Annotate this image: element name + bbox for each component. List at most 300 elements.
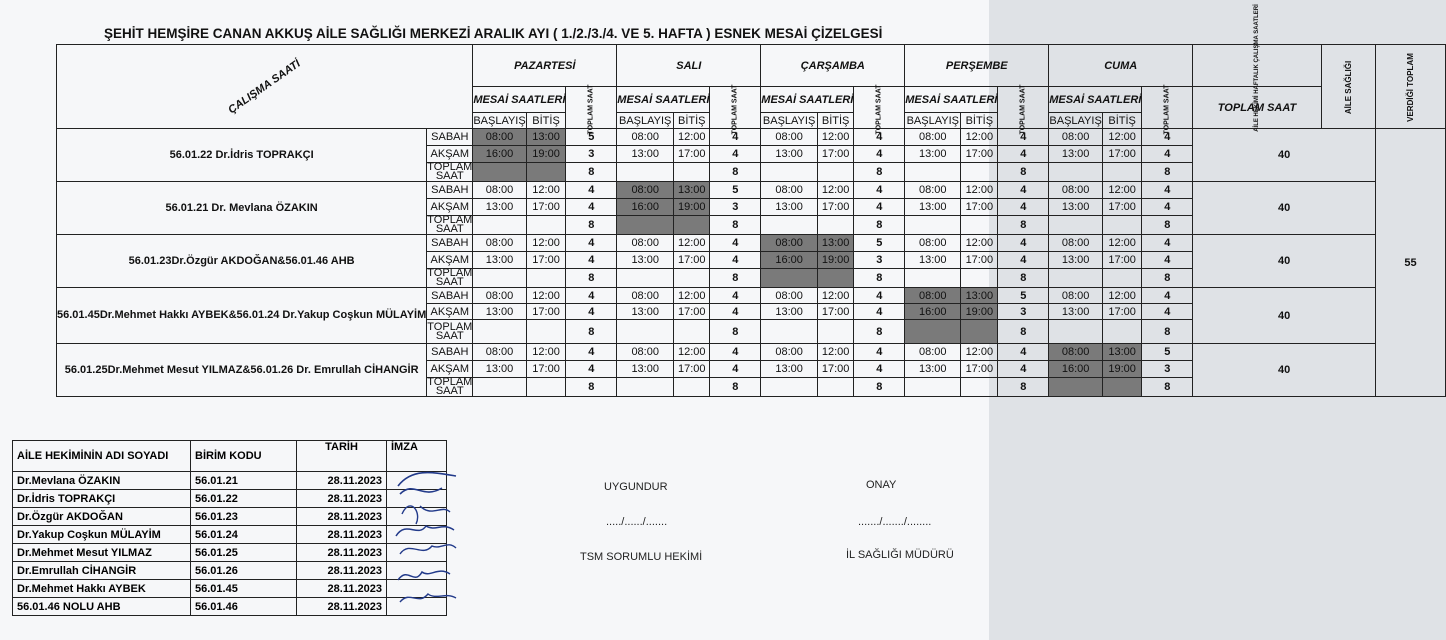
hours-value: 4: [566, 235, 617, 252]
sig-unit-code: 56.01.21: [191, 472, 297, 490]
end-time: 17:00: [961, 361, 998, 378]
start-time: 08:00: [905, 344, 961, 361]
empty-cell: [961, 378, 998, 397]
date-left: ...../....../.......: [606, 516, 668, 528]
start-time: 13:00: [473, 304, 526, 320]
table-row: [57, 288, 1446, 304]
end-time: 19:00: [961, 304, 998, 320]
daily-total: 8: [566, 163, 617, 182]
daily-total: 8: [998, 320, 1049, 344]
baslayis-header: BAŞLAYIŞ: [906, 114, 959, 127]
table-row: [13, 526, 447, 544]
end-time: 17:00: [526, 252, 566, 269]
empty-cell: [1049, 269, 1103, 288]
row-label-sabah: SABAH: [427, 129, 473, 146]
end-time: 12:00: [526, 182, 566, 199]
start-time: 13:00: [473, 361, 526, 378]
end-time: 13:00: [961, 288, 998, 304]
end-time: 19:00: [817, 252, 853, 269]
toplam-saat-label: TOPLAM SAAT: [875, 84, 883, 134]
signature-scribbles: [392, 466, 462, 616]
start-time: 08:00: [617, 235, 674, 252]
row-label-toplam: TOPLAM SAAT: [427, 214, 473, 235]
hours-value: 4: [710, 146, 761, 163]
row-label-sabah: SABAH: [427, 182, 473, 199]
start-time: 08:00: [473, 235, 526, 252]
weekly-total-value: 40: [1193, 288, 1376, 344]
hours-value: 4: [998, 129, 1049, 146]
end-time: 17:00: [526, 304, 566, 320]
sig-doctor-name: Dr.Mehmet Mesut YILMAZ: [13, 544, 191, 562]
hours-value: 5: [566, 129, 617, 146]
end-time: 19:00: [674, 199, 710, 216]
empty-cell: [1102, 320, 1141, 344]
end-time: 12:00: [817, 344, 853, 361]
il-saglik-signatory: İL SAĞLIĞI MÜDÜRÜ: [846, 549, 954, 561]
table-row: [57, 344, 1446, 361]
start-time: 08:00: [761, 235, 818, 252]
weekly-total-value: 40: [1193, 129, 1376, 182]
sig-unit-code: 56.01.45: [191, 580, 297, 598]
hours-value: 4: [710, 252, 761, 269]
sig-unit-code: 56.01.46: [191, 598, 297, 616]
verdigi-label: VERDİĞİ TOPLAM: [1406, 52, 1415, 122]
sig-doctor-name: Dr.Emrullah CİHANGİR: [13, 562, 191, 580]
end-time: 17:00: [526, 361, 566, 378]
start-time: 16:00: [1049, 361, 1103, 378]
weekly-total-header: TOPLAM SAAT: [1193, 87, 1322, 129]
daily-total: 8: [710, 163, 761, 182]
uygundur-label: UYGUNDUR: [604, 481, 668, 493]
start-time: 13:00: [1049, 252, 1103, 269]
sig-date: 28.11.2023: [297, 526, 387, 544]
empty-cell: [1049, 378, 1103, 397]
hours-value: 4: [1142, 146, 1193, 163]
sig-date: 28.11.2023: [297, 598, 387, 616]
empty-cell: [817, 320, 853, 344]
end-time: 17:00: [1102, 252, 1141, 269]
start-time: 16:00: [761, 252, 818, 269]
end-time: 17:00: [1102, 304, 1141, 320]
hours-value: 4: [710, 361, 761, 378]
daily-total: 8: [566, 320, 617, 344]
hours-value: 3: [998, 304, 1049, 320]
start-time: 08:00: [1049, 182, 1103, 199]
end-time: 12:00: [526, 288, 566, 304]
bitis-header: BİTİŞ: [817, 113, 853, 129]
day-header: SALI: [617, 45, 761, 87]
empty-cell: [761, 320, 818, 344]
tsm-signatory: TSM SORUMLU HEKİMİ: [580, 551, 703, 563]
sig-date: 28.11.2023: [297, 580, 387, 598]
start-time: 13:00: [905, 146, 961, 163]
empty-cell: [761, 269, 818, 288]
daily-total: 8: [1142, 163, 1193, 182]
start-time: 08:00: [617, 182, 674, 199]
row-label-aksam: AKŞAM: [427, 146, 473, 163]
daily-total: 8: [1142, 216, 1193, 235]
empty-cell: [674, 378, 710, 397]
end-time: 17:00: [1102, 146, 1141, 163]
empty-cell: [1102, 163, 1141, 182]
end-time: 13:00: [674, 182, 710, 199]
table-row: [13, 580, 447, 598]
baslayis-header: BAŞLAYIŞ: [617, 113, 674, 129]
sig-doctor-name: Dr.Yakup Coşkun MÜLAYİM: [13, 526, 191, 544]
start-time: 13:00: [617, 304, 674, 320]
empty-cell: [674, 216, 710, 235]
grand-total-value: 55: [1376, 129, 1446, 397]
end-time: 12:00: [674, 235, 710, 252]
hours-value: 4: [854, 304, 905, 320]
sig-header-imza: İMZA: [387, 441, 447, 472]
empty-cell: [526, 163, 566, 182]
toplam-saat-label: TOPLAM SAAT: [587, 84, 595, 134]
end-time: 17:00: [1102, 199, 1141, 216]
daily-total: 8: [566, 378, 617, 397]
hours-value: 4: [854, 199, 905, 216]
sig-doctor-name: Dr.İdris TOPRAKÇI: [13, 490, 191, 508]
empty-cell: [761, 378, 818, 397]
empty-cell: [526, 269, 566, 288]
start-time: 08:00: [1049, 288, 1103, 304]
sig-unit-code: 56.01.25: [191, 544, 297, 562]
hours-value: 4: [566, 252, 617, 269]
aile-sagligi-label: AİLE SAĞLIĞI: [1343, 60, 1353, 114]
baslayis-header: BAŞLAYIŞ: [473, 114, 526, 127]
hours-value: 4: [854, 344, 905, 361]
hours-value: 5: [998, 288, 1049, 304]
end-time: 17:00: [961, 146, 998, 163]
onay-label: ONAY: [866, 479, 897, 491]
start-time: 13:00: [617, 361, 674, 378]
hours-value: 3: [854, 252, 905, 269]
hours-value: 4: [1142, 235, 1193, 252]
start-time: 13:00: [761, 304, 818, 320]
toplam-saat-label: TOPLAM SAAT: [1019, 84, 1027, 134]
hours-value: 5: [854, 235, 905, 252]
end-time: 12:00: [674, 129, 710, 146]
empty-cell: [473, 378, 526, 397]
daily-total: 8: [998, 163, 1049, 182]
start-time: 16:00: [905, 304, 961, 320]
empty-cell: [817, 269, 853, 288]
table-row: [57, 129, 1446, 146]
mesai-header: MESAİ SAATLERİ: [617, 87, 710, 113]
start-time: 08:00: [761, 344, 818, 361]
signature-table: [12, 440, 447, 616]
weekly-total-value: 40: [1193, 182, 1376, 235]
daily-total: 8: [998, 216, 1049, 235]
table-row: [13, 562, 447, 580]
toplam-saat-label: TOPLAM SAAT: [731, 84, 739, 134]
toplam-saat-header: [854, 84, 905, 134]
empty-cell: [674, 163, 710, 182]
hours-value: 4: [854, 361, 905, 378]
toplam-saat-header: [710, 84, 761, 134]
hours-value: 4: [1142, 199, 1193, 216]
sig-unit-code: 56.01.26: [191, 562, 297, 580]
end-time: 12:00: [526, 344, 566, 361]
empty-cell: [674, 320, 710, 344]
hours-value: 5: [1142, 344, 1193, 361]
empty-cell: [905, 269, 961, 288]
sig-date: 28.11.2023: [297, 472, 387, 490]
toplam-saat-label: TOPLAM SAAT: [1163, 84, 1171, 134]
empty-cell: [1049, 320, 1103, 344]
empty-cell: [526, 378, 566, 397]
sig-doctor-name: Dr.Özgür AKDOĞAN: [13, 508, 191, 526]
start-time: 08:00: [905, 182, 961, 199]
hours-value: 4: [998, 252, 1049, 269]
end-time: 12:00: [526, 235, 566, 252]
sig-header-date: TARİH: [297, 441, 387, 472]
sig-unit-code: 56.01.23: [191, 508, 297, 526]
empty-cell: [526, 216, 566, 235]
end-time: 19:00: [1102, 361, 1141, 378]
daily-total: 8: [854, 320, 905, 344]
day-header: PERŞEMBE: [905, 45, 1049, 87]
empty-cell: [1102, 378, 1141, 397]
start-time: 08:00: [905, 235, 961, 252]
end-time: 12:00: [961, 344, 998, 361]
empty-cell: [817, 378, 853, 397]
start-time: 13:00: [761, 146, 818, 163]
aile-sagligi-header: [1321, 45, 1375, 129]
empty-cell: [1102, 216, 1141, 235]
date-right: ......./......./........: [858, 516, 932, 528]
day-header: ÇARŞAMBA: [761, 45, 905, 87]
hours-value: 4: [998, 199, 1049, 216]
end-time: 17:00: [961, 199, 998, 216]
hours-value: 4: [1142, 129, 1193, 146]
empty-cell: [905, 378, 961, 397]
start-time: 13:00: [473, 252, 526, 269]
mesai-header: MESAİ SAATLERİ: [473, 87, 566, 113]
start-time: 08:00: [905, 129, 961, 146]
start-time: 08:00: [905, 288, 961, 304]
table-row: [13, 598, 447, 616]
row-label-toplam: TOPLAM SAAT: [427, 161, 473, 182]
sig-doctor-name: 56.01.46 NOLU AHB: [13, 598, 191, 616]
empty-cell: [817, 216, 853, 235]
hours-value: 4: [1142, 252, 1193, 269]
start-time: 08:00: [473, 129, 526, 146]
daily-total: 8: [710, 216, 761, 235]
start-time: 08:00: [617, 288, 674, 304]
end-time: 17:00: [526, 199, 566, 216]
start-time: 08:00: [617, 129, 674, 146]
row-label-sabah: SABAH: [427, 288, 473, 304]
row-label-aksam: AKŞAM: [427, 361, 473, 378]
daily-total: 8: [998, 378, 1049, 397]
table-row: [13, 544, 447, 562]
start-time: 08:00: [761, 288, 818, 304]
start-time: 08:00: [617, 344, 674, 361]
doctor-name: 56.01.25Dr.Mehmet Mesut YILMAZ&56.01.26 Dr. Emrullah CİHANGİR: [57, 344, 427, 397]
daily-total: 8: [854, 378, 905, 397]
start-time: 13:00: [905, 199, 961, 216]
end-time: 17:00: [817, 146, 853, 163]
start-time: 13:00: [905, 361, 961, 378]
daily-total: 8: [854, 216, 905, 235]
start-time: 13:00: [617, 252, 674, 269]
hours-value: 4: [1142, 182, 1193, 199]
sig-date: 28.11.2023: [297, 508, 387, 526]
end-time: 17:00: [674, 252, 710, 269]
daily-total: 8: [998, 269, 1049, 288]
end-time: 13:00: [1102, 344, 1141, 361]
empty-cell: [674, 269, 710, 288]
doctor-name: 56.01.23Dr.Özgür AKDOĞAN&56.01.46 AHB: [57, 235, 427, 288]
empty-cell: [617, 163, 674, 182]
mesai-header: MESAİ SAATLERİ: [761, 87, 854, 113]
start-time: 08:00: [1049, 344, 1103, 361]
hours-value: 4: [710, 235, 761, 252]
end-time: 12:00: [1102, 129, 1141, 146]
row-label-aksam: AKŞAM: [427, 252, 473, 269]
row-label-toplam: TOPLAM SAAT: [427, 320, 473, 342]
hours-value: 4: [566, 344, 617, 361]
empty-cell: [761, 216, 818, 235]
hours-value: 5: [710, 182, 761, 199]
start-time: 13:00: [617, 146, 674, 163]
hours-value: 4: [854, 129, 905, 146]
start-time: 08:00: [761, 182, 818, 199]
end-time: 17:00: [961, 252, 998, 269]
end-time: 17:00: [674, 361, 710, 378]
sig-doctor-name: Dr.Mehmet Hakkı AYBEK: [13, 580, 191, 598]
baslayis-header: BAŞLAYIŞ: [761, 113, 818, 129]
empty-cell: [473, 320, 526, 344]
empty-cell: [1102, 269, 1141, 288]
end-time: 12:00: [674, 344, 710, 361]
doctor-name: 56.01.22 Dr.İdris TOPRAKÇI: [57, 129, 427, 182]
daily-total: 8: [710, 378, 761, 397]
sig-unit-code: 56.01.22: [191, 490, 297, 508]
start-time: 08:00: [1049, 235, 1103, 252]
empty-cell: [473, 269, 526, 288]
end-time: 12:00: [961, 182, 998, 199]
end-time: 12:00: [817, 182, 853, 199]
sig-date: 28.11.2023: [297, 490, 387, 508]
daily-total: 8: [1142, 378, 1193, 397]
daily-total: 8: [566, 269, 617, 288]
hours-value: 4: [710, 288, 761, 304]
toplam-saat-header: [1142, 84, 1193, 134]
sig-date: 28.11.2023: [297, 562, 387, 580]
row-label-aksam: AKŞAM: [427, 304, 473, 320]
end-time: 12:00: [961, 129, 998, 146]
daily-total: 8: [566, 216, 617, 235]
mesai-header: MESAİ SAATLERİ: [905, 87, 998, 113]
hours-value: 4: [566, 288, 617, 304]
start-time: 13:00: [761, 361, 818, 378]
weekly-total-value: 40: [1193, 344, 1376, 397]
end-time: 17:00: [674, 146, 710, 163]
end-time: 13:00: [817, 235, 853, 252]
end-time: 17:00: [817, 304, 853, 320]
end-time: 12:00: [817, 288, 853, 304]
empty-cell: [905, 216, 961, 235]
start-time: 13:00: [1049, 199, 1103, 216]
daily-total: 8: [854, 163, 905, 182]
row-label-aksam: AKŞAM: [427, 199, 473, 216]
start-time: 13:00: [761, 199, 818, 216]
table-row: [57, 182, 1446, 199]
hours-value: 4: [998, 344, 1049, 361]
end-time: 17:00: [674, 304, 710, 320]
toplam-saat-header: [998, 84, 1049, 134]
empty-cell: [1049, 163, 1103, 182]
doctor-name: 56.01.21 Dr. Mevlana ÖZAKIN: [57, 182, 427, 235]
start-time: 08:00: [473, 344, 526, 361]
end-time: 12:00: [961, 235, 998, 252]
empty-cell: [617, 320, 674, 344]
end-time: 19:00: [526, 146, 566, 163]
weekly-label: AİLE HEKİMİ HAFTALIK ÇALIŞMA SAATLERİ: [1254, 3, 1261, 132]
table-row: [13, 472, 447, 490]
daily-total: 8: [854, 269, 905, 288]
hours-value: 4: [710, 129, 761, 146]
hours-value: 4: [566, 361, 617, 378]
day-header: PAZARTESİ: [473, 45, 617, 87]
end-time: 12:00: [817, 129, 853, 146]
empty-cell: [761, 163, 818, 182]
weekly-total-value: 40: [1193, 235, 1376, 288]
hours-value: 3: [1142, 361, 1193, 378]
empty-cell: [961, 320, 998, 344]
hours-value: 4: [854, 146, 905, 163]
hours-value: 4: [998, 182, 1049, 199]
daily-total: 8: [1142, 320, 1193, 344]
end-time: 17:00: [817, 361, 853, 378]
hours-value: 4: [1142, 304, 1193, 320]
empty-cell: [961, 216, 998, 235]
hours-value: 3: [566, 146, 617, 163]
hours-value: 4: [710, 344, 761, 361]
verdigi-header: [1376, 45, 1446, 129]
empty-cell: [617, 378, 674, 397]
start-time: 08:00: [1049, 129, 1103, 146]
daily-total: 8: [1142, 269, 1193, 288]
hours-value: 4: [854, 182, 905, 199]
row-label-toplam: TOPLAM SAAT: [427, 267, 473, 288]
hours-value: 4: [710, 304, 761, 320]
start-time: 08:00: [473, 288, 526, 304]
sig-unit-code: 56.01.24: [191, 526, 297, 544]
table-row: [13, 490, 447, 508]
start-time: 13:00: [473, 199, 526, 216]
sig-header-name: AİLE HEKİMİNİN ADI SOYADI: [13, 441, 191, 472]
hours-value: 4: [854, 288, 905, 304]
end-time: 12:00: [1102, 182, 1141, 199]
corner-label: ÇALIŞMA SAATİ: [226, 57, 303, 116]
end-time: 13:00: [526, 129, 566, 146]
hours-value: 4: [566, 182, 617, 199]
empty-cell: [617, 216, 674, 235]
hours-value: 4: [998, 361, 1049, 378]
empty-cell: [473, 163, 526, 182]
mesai-header: MESAİ SAATLERİ: [1049, 87, 1142, 113]
empty-cell: [961, 163, 998, 182]
start-time: 08:00: [761, 129, 818, 146]
table-row: [13, 508, 447, 526]
hours-value: 4: [1142, 288, 1193, 304]
daily-total: 8: [710, 320, 761, 344]
empty-cell: [905, 163, 961, 182]
document-title: ŞEHİT HEMŞİRE CANAN AKKUŞ AİLE SAĞLIĞI MERKEZİ ARALIK AYI ( 1./2./3./4. VE 5. HAFTA ) ESNEK MESAİ ÇİZELGESİ: [104, 26, 883, 41]
